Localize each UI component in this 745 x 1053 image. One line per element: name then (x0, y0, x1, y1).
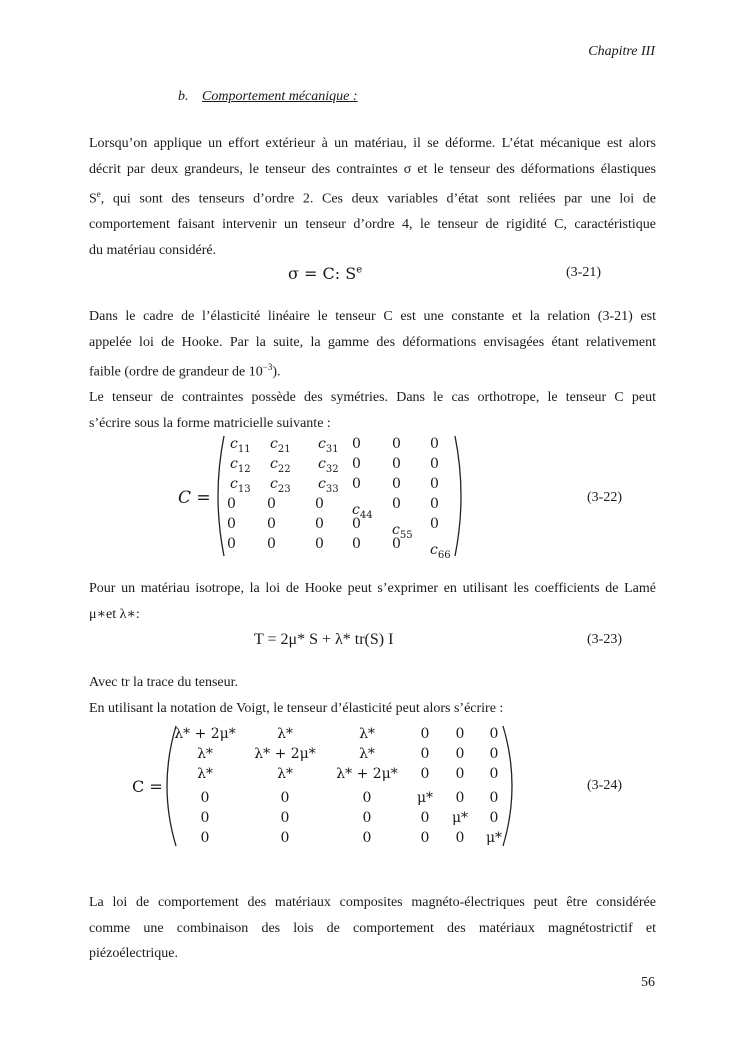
paragraph-conclusion (89, 890, 656, 967)
para-line: En utilisant la notation de Voigt, le tenseur d’élasticité peut alors s’écrire : (89, 700, 504, 716)
matrix-cell: λ* (277, 766, 293, 782)
matrix-cell: 0 (420, 810, 430, 826)
para-line: comportement faisant intervenir un tenseur d’ordre 4, le tenseur de rigidité C, caractéristique (89, 217, 656, 233)
matrix-cell: 0 (489, 790, 499, 806)
matrix-cell: 0 (392, 476, 401, 492)
matrix-cell: λ* (197, 766, 213, 782)
para-line: piézoélectrique. (89, 946, 179, 961)
para-line: s’écrire sous la forme matricielle suivante : (89, 415, 331, 431)
matrix-cell: $c_{32}$ (318, 456, 339, 475)
matrix-cell: $c_{22}$ (270, 456, 291, 475)
matrix-cell: 0 (489, 766, 499, 782)
matrix-cell: 0 (392, 436, 401, 452)
matrix-cell: 0 (455, 726, 465, 742)
matrix-cell: 0 (420, 766, 430, 782)
para-line: décrit par deux grandeurs, le tenseur des contraintes σ et le tenseur des déformations élastiques (89, 161, 656, 177)
matrix-cell: λ* + 2μ* (336, 766, 398, 782)
matrix-cell: 0 (227, 516, 236, 532)
matrix-cell: $c_{13}$ (230, 476, 251, 495)
para-line: Lorsqu’on applique un effort extérieur à un matériau, il se déforme. L’état mécanique est alors (89, 136, 656, 151)
matrix-cell: 0 (420, 746, 430, 762)
matrix-cell: 0 (455, 830, 465, 846)
matrix-cell: $c_{66}$ (430, 542, 451, 561)
matrix-cell: 0 (352, 476, 361, 492)
equation-body: σ = C: S (288, 264, 357, 283)
matrix-cell: 0 (200, 810, 210, 826)
matrix-cell: 0 (392, 456, 401, 472)
para-line: μ∗et λ∗: (89, 606, 140, 622)
matrix-cell: 0 (489, 810, 499, 826)
matrix-cell: $c_{44}$ (352, 502, 373, 521)
superscript-e: e (96, 189, 101, 199)
matrix-cell: $c_{31}$ (318, 436, 339, 455)
matrix-cell: $c_{21}$ (270, 436, 291, 455)
equation-superscript: e (356, 264, 363, 276)
matrix-cell: 0 (455, 766, 465, 782)
matrix-cell: $c_{11}$ (230, 436, 251, 455)
matrix-cell: 0 (267, 496, 276, 512)
matrix-cell: 0 (455, 790, 465, 806)
matrix-cell: 0 (280, 830, 290, 846)
para-line: Avec tr la trace du tenseur. (89, 675, 239, 690)
matrix-cell: 0 (315, 496, 324, 512)
section-title: Comportement mécanique : (202, 89, 358, 104)
matrix-cell: 0 (352, 516, 361, 532)
matrix-cell: 0 (392, 536, 401, 552)
matrix-cell: 0 (489, 726, 499, 742)
matrix-cell: $c_{23}$ (270, 476, 291, 495)
matrix-cell: 0 (352, 456, 361, 472)
matrix-cell: 0 (430, 516, 439, 532)
page-number: 56 (641, 975, 655, 990)
matrix-cell: μ* (451, 810, 469, 826)
section-number: b. (178, 89, 189, 104)
symbol-s: S (89, 191, 97, 207)
matrix-lhs: C = (132, 777, 163, 796)
para-line: Le tenseur de contraintes possède des symétries. Dans le cas orthotrope, le tenseur C peut (89, 390, 656, 406)
matrix-cell: 0 (352, 436, 361, 452)
matrix-cell: 0 (430, 476, 439, 492)
matrix-cell: $c_{33}$ (318, 476, 339, 495)
matrix-cell: $c_{55}$ (392, 522, 413, 541)
exponent: −3 (262, 362, 273, 372)
equation-number: (3-21) (566, 265, 601, 280)
matrix-cell: 0 (227, 536, 236, 552)
matrix-cell: 0 (430, 436, 439, 452)
matrix-cell: 0 (352, 536, 361, 552)
matrix-cell: λ* (197, 746, 213, 762)
equation-number: (3-24) (587, 778, 622, 793)
matrix-cell: 0 (362, 830, 372, 846)
para-line: La loi de comportement des matériaux composites magnéto-électriques peut être considérée (89, 895, 656, 910)
matrix-cell: 0 (420, 726, 430, 742)
chapter-header: Chapitre III (588, 44, 655, 59)
matrix-cell: μ* (485, 830, 503, 846)
matrix-cell: 0 (280, 810, 290, 826)
matrix-cell: 0 (430, 456, 439, 472)
matrix-cell: 0 (280, 790, 290, 806)
equation-3-23: T = 2μ* S + λ* tr(S) I (254, 631, 394, 648)
matrix-cell: 0 (315, 536, 324, 552)
matrix-lhs: C = (178, 488, 211, 508)
para-line: Dans le cadre de l’élasticité linéaire le tenseur C est une constante et la relation (3-21) est (89, 309, 656, 324)
matrix-cell: 0 (362, 790, 372, 806)
matrix-cell: λ* + 2μ* (174, 726, 236, 742)
para-line-text: , qui sont des tenseurs d’ordre 2. Ces deux variables d’état sont reliées par une loi de (100, 191, 656, 207)
equation-number: (3-22) (587, 490, 622, 505)
matrix-cell: $c_{12}$ (230, 456, 251, 475)
matrix-cell: 0 (227, 496, 236, 512)
para-line-text: faible (ordre de grandeur de 10 (89, 364, 263, 380)
para-line: appelée loi de Hooke. Par la suite, la gamme des déformations envisagées étant relativement (89, 334, 656, 350)
matrix-cell: 0 (267, 536, 276, 552)
matrix-cell: 0 (455, 746, 465, 762)
matrix-cell: μ* (416, 790, 434, 806)
matrix-cell: 0 (200, 790, 210, 806)
matrix-cell: 0 (315, 516, 324, 532)
equation-number: (3-23) (587, 632, 622, 647)
matrix-cell: λ* + 2μ* (254, 746, 316, 762)
matrix-cell: λ* (359, 746, 375, 762)
para-line: Pour un matériau isotrope, la loi de Hooke peut s’exprimer en utilisant les coefficients de Lamé (89, 581, 656, 596)
matrix-cell: 0 (267, 516, 276, 532)
para-line-text: ). (272, 364, 281, 380)
para-line: du matériau considéré. (89, 242, 217, 258)
matrix-cell: 0 (489, 746, 499, 762)
matrix-cell: λ* (277, 726, 293, 742)
matrix-cell: 0 (420, 830, 430, 846)
matrix-cell: 0 (392, 496, 401, 512)
matrix-cell: 0 (200, 830, 210, 846)
matrix-cell: 0 (430, 496, 439, 512)
matrix-cell: λ* (359, 726, 375, 742)
matrix-cell: 0 (362, 810, 372, 826)
para-line: comme une combinaison des lois de comportement des matériaux magnétostrictif et (89, 920, 656, 936)
